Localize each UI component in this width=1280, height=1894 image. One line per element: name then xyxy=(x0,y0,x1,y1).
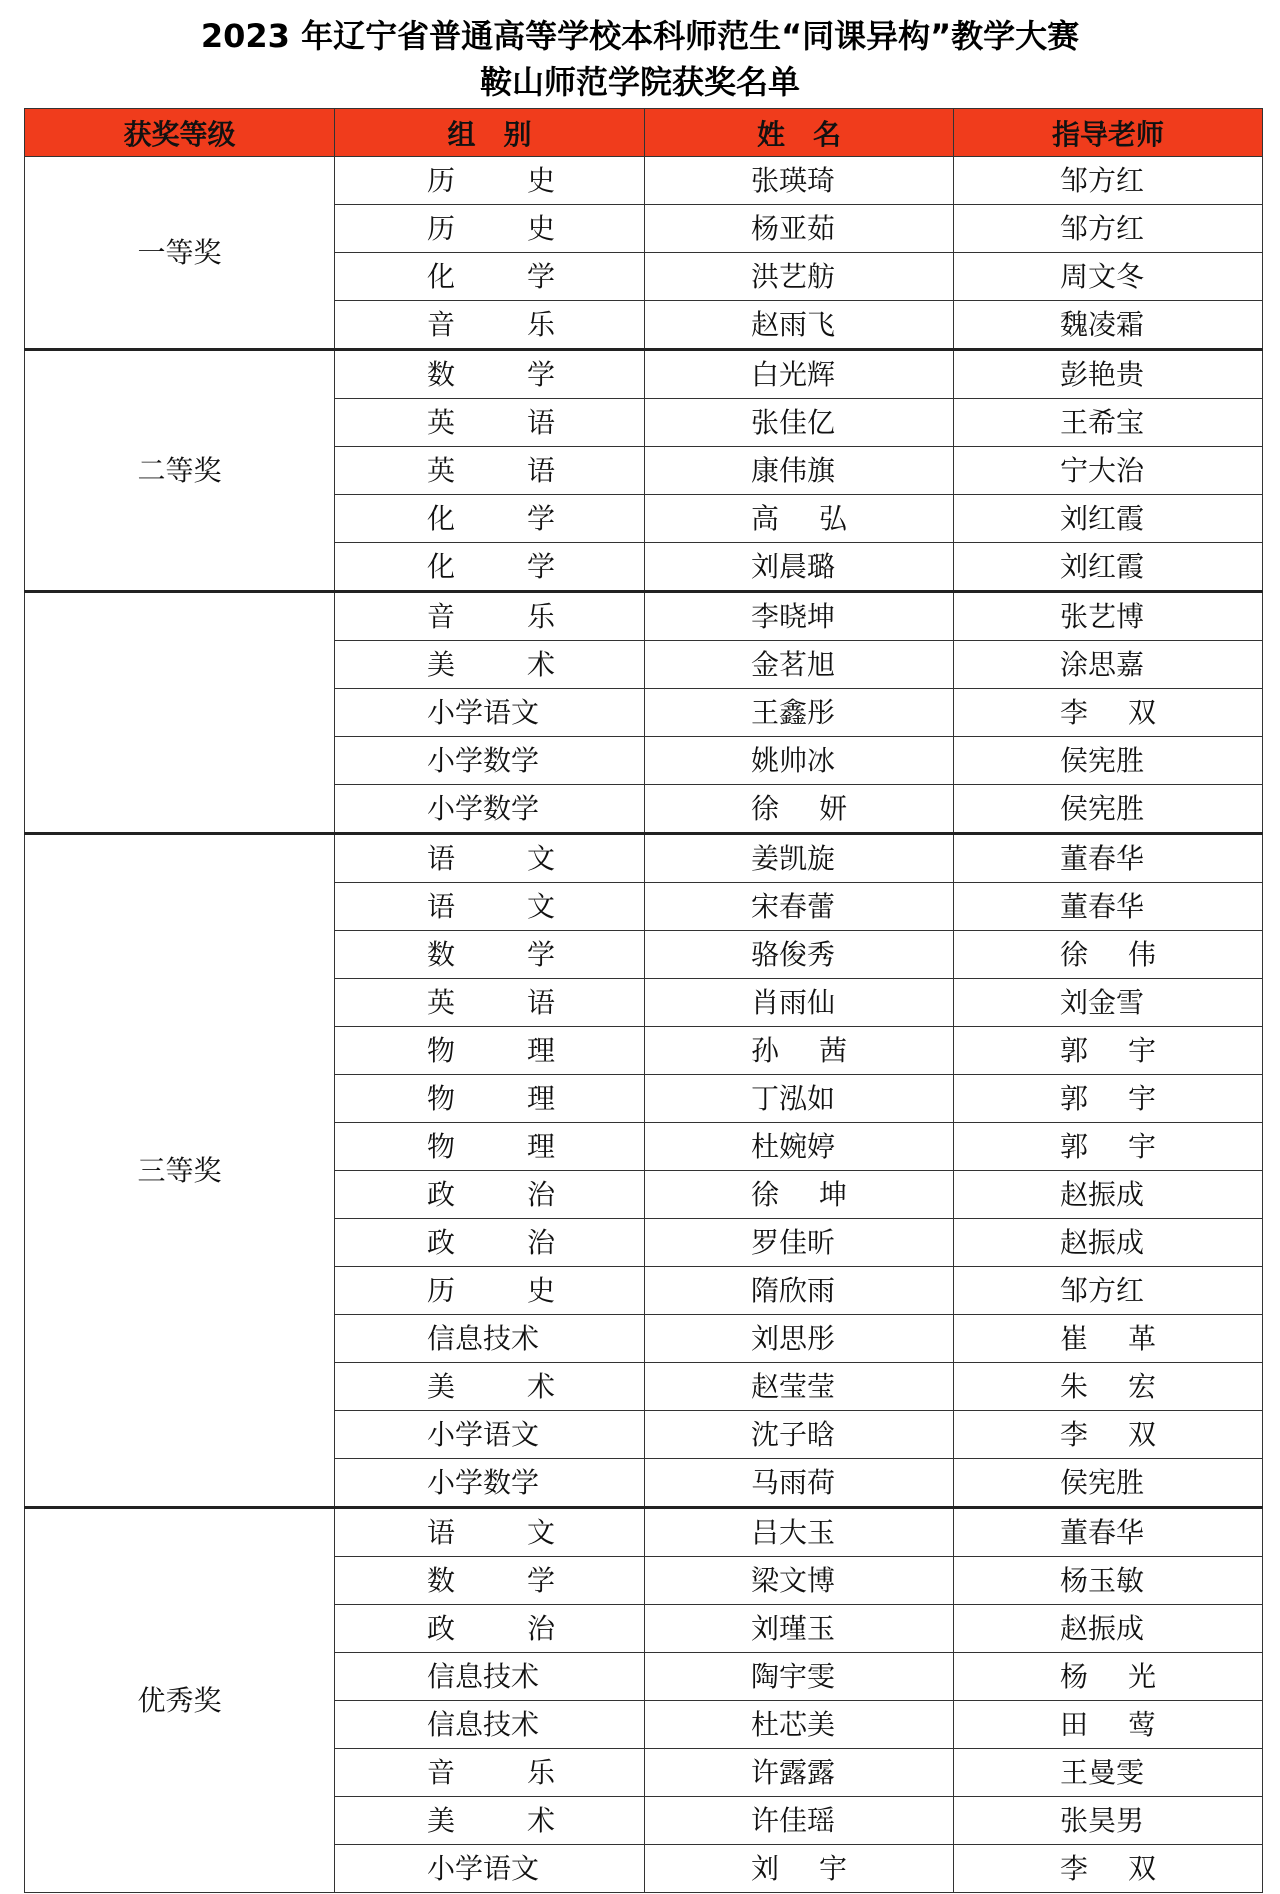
student-name: 徐妍 xyxy=(751,792,847,825)
group-cell xyxy=(335,301,645,350)
teacher-name: 杨光 xyxy=(1060,1660,1156,1693)
award-table-body xyxy=(25,157,1263,1893)
student-name: 肖雨仙 xyxy=(751,986,836,1019)
teacher-name: 邹方红 xyxy=(1060,164,1145,197)
student-name: 姚帅冰 xyxy=(751,744,836,777)
student-name-cell xyxy=(645,1797,954,1845)
student-name-cell xyxy=(645,1845,954,1893)
student-name: 王鑫彤 xyxy=(751,696,836,729)
group-text: 化学 xyxy=(427,502,555,535)
student-name: 许露露 xyxy=(751,1756,836,1789)
student-name-cell xyxy=(645,205,954,253)
teacher-name: 李双 xyxy=(1060,696,1156,729)
group-cell xyxy=(335,689,645,737)
student-name-cell xyxy=(645,543,954,592)
group-text: 物理 xyxy=(427,1034,555,1067)
teacher-name: 杨玉敏 xyxy=(1060,1564,1145,1597)
student-name: 丁泓如 xyxy=(751,1082,836,1115)
group-cell xyxy=(335,447,645,495)
group-text: 政治 xyxy=(427,1178,555,1211)
teacher-name-cell xyxy=(954,1605,1263,1653)
teacher-name: 张昊男 xyxy=(1060,1804,1145,1837)
group-text: 美术 xyxy=(427,1804,555,1837)
group-text: 政治 xyxy=(427,1226,555,1259)
group-text: 音乐 xyxy=(427,308,555,341)
teacher-name-cell xyxy=(954,205,1263,253)
teacher-name: 董春华 xyxy=(1060,842,1145,875)
group-text: 物理 xyxy=(427,1130,555,1163)
teacher-name: 赵振成 xyxy=(1060,1178,1145,1211)
group-cell xyxy=(335,1749,645,1797)
student-name-cell xyxy=(645,979,954,1027)
teacher-name-cell xyxy=(954,350,1263,399)
teacher-name-cell xyxy=(954,1557,1263,1605)
group-cell xyxy=(335,1267,645,1315)
teacher-name: 魏凌霜 xyxy=(1060,308,1145,341)
header-row xyxy=(25,109,1263,157)
group-text: 语文 xyxy=(427,1516,555,1549)
student-name-cell xyxy=(645,689,954,737)
group-text: 音乐 xyxy=(427,1756,555,1789)
group-cell xyxy=(335,1027,645,1075)
student-name: 赵雨飞 xyxy=(751,308,836,341)
group-cell xyxy=(335,641,645,689)
document-subtitle: 鞍山师范学院获奖名单 xyxy=(479,63,800,101)
teacher-name: 侯宪胜 xyxy=(1060,744,1145,777)
teacher-name-cell xyxy=(954,1363,1263,1411)
teacher-name: 侯宪胜 xyxy=(1060,792,1145,825)
group-text: 小学数学 xyxy=(427,792,540,825)
group-cell xyxy=(335,834,645,883)
teacher-name: 张艺博 xyxy=(1060,600,1145,633)
teacher-name-cell xyxy=(954,689,1263,737)
teacher-name: 涂思嘉 xyxy=(1060,648,1145,681)
student-name: 杨亚茹 xyxy=(751,212,836,245)
student-name: 陶宇雯 xyxy=(751,1660,836,1693)
student-name: 张瑛琦 xyxy=(751,164,836,197)
student-name: 洪艺舫 xyxy=(751,260,836,293)
teacher-name: 郭宇 xyxy=(1060,1034,1156,1067)
group-text: 语文 xyxy=(427,842,555,875)
teacher-name-cell xyxy=(954,1653,1263,1701)
group-cell xyxy=(335,1459,645,1508)
group-cell xyxy=(335,1363,645,1411)
teacher-name: 邹方红 xyxy=(1060,1274,1145,1307)
student-name-cell xyxy=(645,641,954,689)
teacher-name-cell xyxy=(954,1219,1263,1267)
group-text: 数学 xyxy=(427,358,555,391)
teacher-name: 邹方红 xyxy=(1060,212,1145,245)
student-name-cell xyxy=(645,1027,954,1075)
teacher-name-cell xyxy=(954,1123,1263,1171)
group-cell xyxy=(335,883,645,931)
teacher-name-cell xyxy=(954,1027,1263,1075)
teacher-name: 赵振成 xyxy=(1060,1612,1145,1645)
award-level-cell: 二等奖 xyxy=(25,350,335,592)
student-name: 许佳瑶 xyxy=(751,1804,836,1837)
teacher-name-cell xyxy=(954,641,1263,689)
group-cell xyxy=(335,1123,645,1171)
group-text: 历史 xyxy=(427,1274,555,1307)
group-text: 小学语文 xyxy=(427,696,540,729)
group-cell xyxy=(335,253,645,301)
award-level-cell: 三等奖 xyxy=(25,834,335,1508)
student-name-cell xyxy=(645,1315,954,1363)
student-name-cell xyxy=(645,1459,954,1508)
teacher-name-cell xyxy=(954,399,1263,447)
teacher-name-cell xyxy=(954,1701,1263,1749)
student-name: 刘宇 xyxy=(751,1852,847,1885)
teacher-name-cell xyxy=(954,543,1263,592)
group-cell xyxy=(335,1557,645,1605)
student-name: 徐坤 xyxy=(751,1178,847,1211)
teacher-name-cell xyxy=(954,979,1263,1027)
student-name-cell xyxy=(645,737,954,785)
teacher-name-cell xyxy=(954,447,1263,495)
student-name-cell xyxy=(645,399,954,447)
teacher-name: 董春华 xyxy=(1060,890,1145,923)
student-name-cell xyxy=(645,447,954,495)
table-row xyxy=(25,157,1263,205)
group-cell xyxy=(335,399,645,447)
student-name: 杜芯美 xyxy=(751,1708,836,1741)
teacher-name: 刘金雪 xyxy=(1060,986,1145,1019)
teacher-name-cell xyxy=(954,737,1263,785)
student-name: 刘思彤 xyxy=(751,1322,836,1355)
group-cell xyxy=(335,1701,645,1749)
document-title: 2023 年辽宁省普通高等学校本科师范生“同课异构”教学大赛 xyxy=(200,17,1080,55)
group-cell xyxy=(335,1653,645,1701)
student-name-cell xyxy=(645,253,954,301)
header-level: 获奖等级 xyxy=(25,109,335,157)
group-text: 信息技术 xyxy=(427,1708,540,1741)
group-text: 信息技术 xyxy=(427,1322,540,1355)
student-name: 孙茜 xyxy=(751,1034,847,1067)
teacher-name-cell xyxy=(954,1508,1263,1557)
teacher-name-cell xyxy=(954,495,1263,543)
student-name-cell xyxy=(645,1219,954,1267)
group-text: 美术 xyxy=(427,1370,555,1403)
award-level-cell xyxy=(25,592,335,834)
student-name: 宋春蕾 xyxy=(751,890,836,923)
group-cell xyxy=(335,592,645,641)
group-cell xyxy=(335,1605,645,1653)
teacher-name: 董春华 xyxy=(1060,1516,1145,1549)
teacher-name: 彭艳贵 xyxy=(1060,358,1145,391)
teacher-name-cell xyxy=(954,1075,1263,1123)
group-text: 物理 xyxy=(427,1082,555,1115)
student-name-cell xyxy=(645,1267,954,1315)
group-cell xyxy=(335,1171,645,1219)
student-name: 骆俊秀 xyxy=(751,938,836,971)
student-name-cell xyxy=(645,1701,954,1749)
group-text: 小学语文 xyxy=(427,1418,540,1451)
teacher-name-cell xyxy=(954,785,1263,834)
teacher-name-cell xyxy=(954,834,1263,883)
group-cell xyxy=(335,1219,645,1267)
student-name: 赵莹莹 xyxy=(751,1370,836,1403)
header-name: 姓 名 xyxy=(645,109,954,157)
group-text: 化学 xyxy=(427,260,555,293)
teacher-name: 崔革 xyxy=(1060,1322,1156,1355)
group-cell xyxy=(335,495,645,543)
teacher-name-cell xyxy=(954,1171,1263,1219)
group-cell xyxy=(335,785,645,834)
student-name-cell xyxy=(645,1075,954,1123)
student-name: 梁文博 xyxy=(751,1564,836,1597)
teacher-name-cell xyxy=(954,1749,1263,1797)
student-name-cell xyxy=(645,883,954,931)
student-name: 白光辉 xyxy=(751,358,836,391)
group-cell xyxy=(335,1845,645,1893)
teacher-name-cell xyxy=(954,592,1263,641)
teacher-name: 赵振成 xyxy=(1060,1226,1145,1259)
student-name-cell xyxy=(645,1171,954,1219)
award-level-cell: 优秀奖 xyxy=(25,1508,335,1893)
student-name: 杜婉婷 xyxy=(751,1130,836,1163)
teacher-name: 刘红霞 xyxy=(1060,502,1145,535)
teacher-name: 李双 xyxy=(1060,1418,1156,1451)
group-text: 英语 xyxy=(427,454,555,487)
student-name-cell xyxy=(645,157,954,205)
group-text: 小学数学 xyxy=(427,1466,540,1499)
group-cell xyxy=(335,205,645,253)
group-cell xyxy=(335,1797,645,1845)
student-name-cell xyxy=(645,592,954,641)
student-name-cell xyxy=(645,1123,954,1171)
student-name-cell xyxy=(645,1363,954,1411)
group-text: 数学 xyxy=(427,938,555,971)
student-name: 姜凯旋 xyxy=(751,842,836,875)
group-cell xyxy=(335,1075,645,1123)
teacher-name-cell xyxy=(954,301,1263,350)
teacher-name: 侯宪胜 xyxy=(1060,1466,1145,1499)
student-name-cell xyxy=(645,1653,954,1701)
student-name-cell xyxy=(645,301,954,350)
group-cell xyxy=(335,979,645,1027)
group-text: 数学 xyxy=(427,1564,555,1597)
student-name-cell xyxy=(645,495,954,543)
student-name: 隋欣雨 xyxy=(751,1274,836,1307)
group-cell xyxy=(335,157,645,205)
header-group: 组 别 xyxy=(335,109,645,157)
group-text: 小学数学 xyxy=(427,744,540,777)
student-name: 沈子晗 xyxy=(751,1418,836,1451)
student-name: 罗佳昕 xyxy=(751,1226,836,1259)
teacher-name-cell xyxy=(954,931,1263,979)
student-name: 康伟旗 xyxy=(751,454,836,487)
student-name: 高弘 xyxy=(751,502,847,535)
teacher-name: 刘红霞 xyxy=(1060,550,1145,583)
group-cell xyxy=(335,1508,645,1557)
group-text: 英语 xyxy=(427,406,555,439)
award-level-cell: 一等奖 xyxy=(25,157,335,350)
table-row xyxy=(25,592,1263,641)
award-table xyxy=(24,108,1263,1893)
group-cell xyxy=(335,1411,645,1459)
teacher-name: 宁大治 xyxy=(1060,454,1145,487)
group-text: 语文 xyxy=(427,890,555,923)
teacher-name: 田莺 xyxy=(1060,1708,1156,1741)
student-name-cell xyxy=(645,1749,954,1797)
teacher-name: 李双 xyxy=(1060,1852,1156,1885)
student-name: 刘晨璐 xyxy=(751,550,836,583)
student-name: 马雨荷 xyxy=(751,1466,836,1499)
student-name-cell xyxy=(645,1605,954,1653)
student-name-cell xyxy=(645,931,954,979)
table-row xyxy=(25,834,1263,883)
teacher-name-cell xyxy=(954,1267,1263,1315)
teacher-name-cell xyxy=(954,1797,1263,1845)
group-text: 信息技术 xyxy=(427,1660,540,1693)
group-cell xyxy=(335,1315,645,1363)
student-name-cell xyxy=(645,1411,954,1459)
header-teacher: 指导老师 xyxy=(954,109,1263,157)
student-name: 张佳亿 xyxy=(751,406,836,439)
teacher-name: 周文冬 xyxy=(1060,260,1145,293)
student-name: 刘瑾玉 xyxy=(751,1612,836,1645)
table-row xyxy=(25,1508,1263,1557)
group-cell xyxy=(335,931,645,979)
group-text: 小学语文 xyxy=(427,1852,540,1885)
teacher-name-cell xyxy=(954,1459,1263,1508)
teacher-name-cell xyxy=(954,1315,1263,1363)
award-table-header xyxy=(25,109,1263,157)
teacher-name: 朱宏 xyxy=(1060,1370,1156,1403)
teacher-name-cell xyxy=(954,1411,1263,1459)
teacher-name: 徐伟 xyxy=(1060,938,1156,971)
student-name-cell xyxy=(645,350,954,399)
student-name-cell xyxy=(645,785,954,834)
teacher-name: 王希宝 xyxy=(1060,406,1145,439)
student-name-cell xyxy=(645,834,954,883)
teacher-name-cell xyxy=(954,883,1263,931)
group-text: 音乐 xyxy=(427,600,555,633)
group-cell xyxy=(335,543,645,592)
student-name: 吕大玉 xyxy=(751,1516,836,1549)
table-row xyxy=(25,350,1263,399)
group-text: 历史 xyxy=(427,212,555,245)
teacher-name-cell xyxy=(954,157,1263,205)
teacher-name: 郭宇 xyxy=(1060,1082,1156,1115)
teacher-name: 郭宇 xyxy=(1060,1130,1156,1163)
group-text: 化学 xyxy=(427,550,555,583)
teacher-name-cell xyxy=(954,1845,1263,1893)
group-text: 美术 xyxy=(427,648,555,681)
group-cell xyxy=(335,350,645,399)
student-name-cell xyxy=(645,1557,954,1605)
group-text: 英语 xyxy=(427,986,555,1019)
group-text: 政治 xyxy=(427,1612,555,1645)
student-name-cell xyxy=(645,1508,954,1557)
student-name: 金茗旭 xyxy=(751,648,836,681)
teacher-name: 王曼雯 xyxy=(1060,1756,1145,1789)
teacher-name-cell xyxy=(954,253,1263,301)
group-cell xyxy=(335,737,645,785)
student-name: 李晓坤 xyxy=(751,600,836,633)
group-text: 历史 xyxy=(427,164,555,197)
